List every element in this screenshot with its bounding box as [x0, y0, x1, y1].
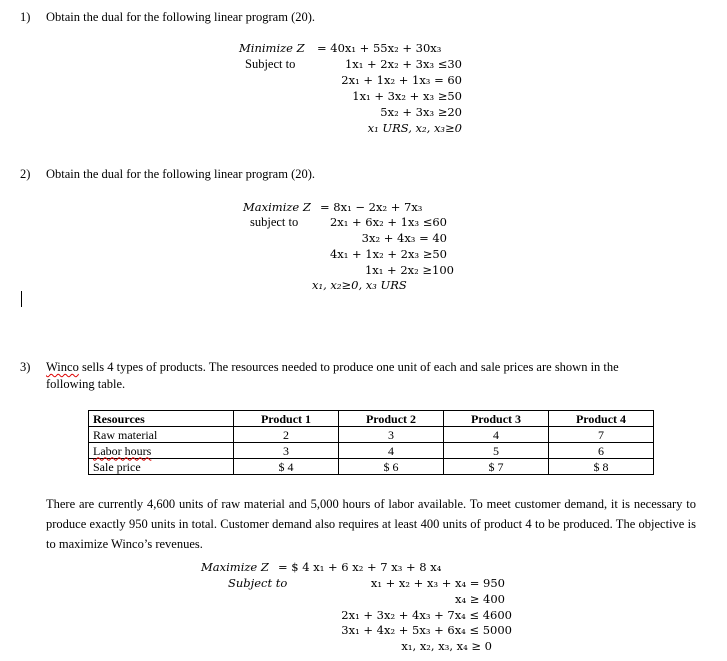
company-name: Winco — [46, 360, 79, 374]
header-cell: Resources — [89, 411, 234, 427]
table-cell: $ 4 — [234, 459, 339, 475]
text-cursor — [21, 291, 22, 307]
table-row — [89, 459, 654, 475]
table-row — [89, 443, 654, 459]
q2-sign-restrictions: x₁, x₂≥0, x₃ URS — [312, 278, 407, 292]
q3-subject-to: Subject to — [228, 576, 288, 590]
question-2-number: 2) — [20, 167, 31, 181]
table-cell: 3 — [234, 443, 339, 459]
table-cell: 4 — [444, 427, 549, 443]
q2-objective-expr: = 8x₁ − 2x₂ + 7x₃ — [320, 200, 423, 214]
q1-subject-to: Subject to — [245, 57, 296, 71]
table-cell: $ 8 — [549, 459, 654, 475]
problem-description: There are currently 4,600 units of raw material and 5,000 hours of labor available. To meet customer demand, it is necessary to produce exactly 950 units in total. Customer demand also requires at least 400 units of product 4 to be produced. The objective is to maximize Winco’s revenues. — [46, 497, 696, 551]
question-3-number: 3) — [20, 360, 31, 374]
question-3-prompt-line2: following table. — [46, 377, 126, 391]
q3-constraint: x₁ + x₂ + x₃ + x₄ = 950 — [370, 576, 505, 590]
q1-constraint: 2x₁ + 1x₂ + 1x₃ = 60 — [341, 73, 462, 87]
q3-sign-restrictions: x₁, x₂, x₃, x₄ ≥ 0 — [401, 639, 492, 653]
header-cell: Product 1 — [234, 411, 339, 427]
q2-constraint: 1x₁ + 2x₂ ≥100 — [364, 263, 454, 277]
q1-constraint: 1x₁ + 3x₂ + x₃ ≥50 — [352, 89, 462, 103]
table-cell: 5 — [444, 443, 549, 459]
header-cell: Product 3 — [444, 411, 549, 427]
table-cell: 4 — [339, 443, 444, 459]
q1-objective-expr: = 40x₁ + 55x₂ + 30x₃ — [317, 41, 442, 55]
table-cell: 6 — [549, 443, 654, 459]
q2-subject-to: subject to — [250, 215, 299, 229]
header-cell: Product 2 — [339, 411, 444, 427]
q2-constraint: 4x₁ + 1x₂ + 2x₃ ≥50 — [329, 247, 447, 261]
resources-table — [88, 410, 654, 475]
table-row — [89, 427, 654, 443]
prompt-text: sells 4 types of products. The resources needed to produce one unit of each and sale prices are shown in the — [78, 360, 619, 374]
table-cell: $ 6 — [339, 459, 444, 475]
q3-objective-expr: = $ 4 x₁ + 6 x₂ + 7 x₃ + 8 x₄ — [278, 560, 442, 574]
q1-sign-restrictions: x₁ URS, x₂, x₃≥0 — [367, 121, 462, 135]
question-2-prompt: Obtain the dual for the following linear program (20). — [46, 167, 316, 181]
row-label: Raw material — [89, 427, 234, 443]
q1-constraint: 1x₁ + 2x₂ + 3x₃ ≤30 — [344, 57, 462, 71]
q3-constraint: 3x₁ + 4x₂ + 5x₃ + 6x₄ ≤ 5000 — [341, 623, 512, 637]
q2-constraint: 3x₂ + 4x₃ = 40 — [361, 231, 447, 245]
q3-objective-label: Maximize Z — [201, 560, 269, 574]
table-cell: $ 7 — [444, 459, 549, 475]
question-1-prompt: Obtain the dual for the following linear program (20). — [46, 10, 316, 24]
table-cell: 2 — [234, 427, 339, 443]
table-cell: 7 — [549, 427, 654, 443]
q3-constraint: 2x₁ + 3x₂ + 4x₃ + 7x₄ ≤ 4600 — [341, 608, 512, 622]
q2-constraint: 2x₁ + 6x₂ + 1x₃ ≤60 — [329, 215, 447, 229]
question-3-prompt — [46, 360, 619, 375]
question-1-number: 1) — [20, 10, 31, 24]
q2-objective-label: Maximize Z — [243, 200, 311, 214]
row-label: Sale price — [89, 459, 234, 475]
q1-objective-label: Minimize Z — [239, 41, 305, 55]
row-label — [89, 443, 234, 459]
header-cell: Product 4 — [549, 411, 654, 427]
table-header-row — [89, 411, 654, 427]
row-label-text: Labor hours — [93, 443, 152, 458]
table-cell: 3 — [339, 427, 444, 443]
q1-constraint: 5x₂ + 3x₃ ≥20 — [380, 105, 462, 119]
q3-constraint: x₄ ≥ 400 — [455, 592, 505, 606]
